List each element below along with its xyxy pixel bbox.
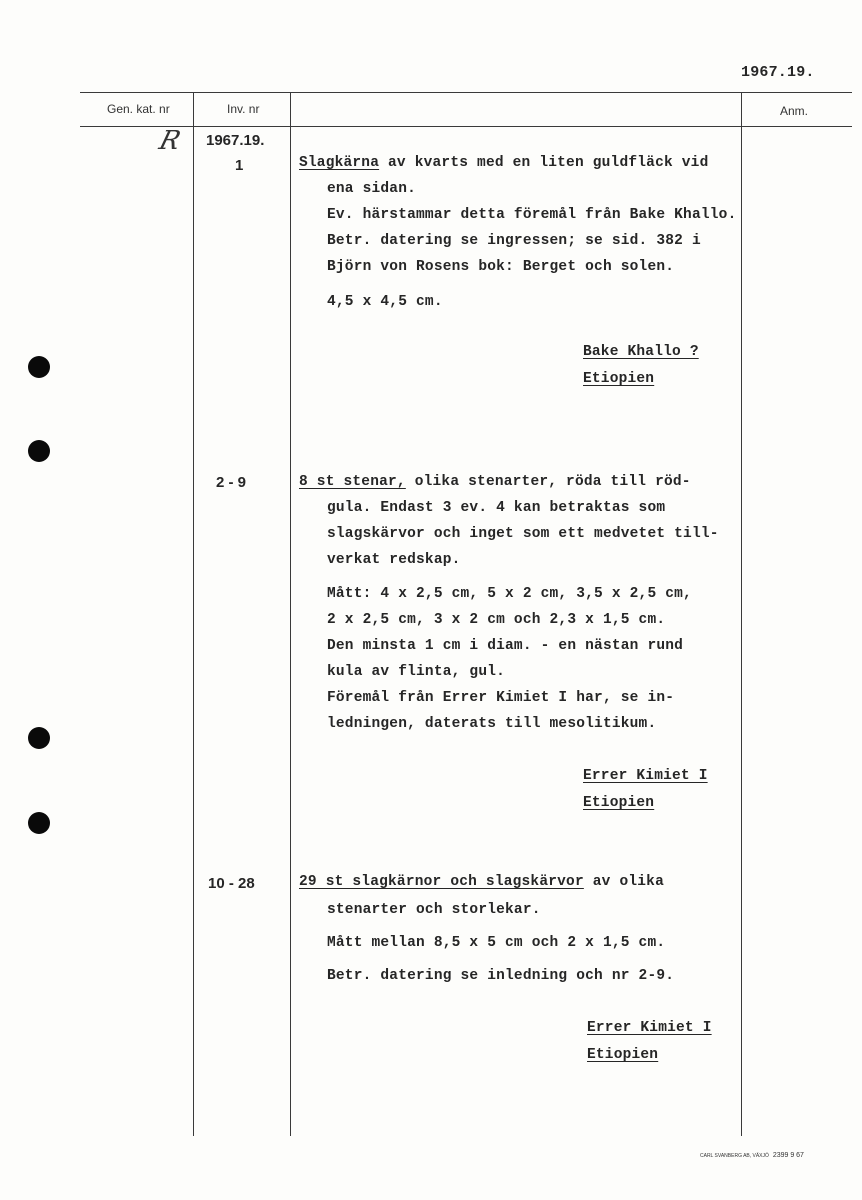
entry-2-first-line	[299, 474, 691, 490]
entry-3-title: 29 st slagkärnor och slagskärvor	[299, 874, 584, 890]
footer-printer: CARL SVANBERG AB, VÄXJÖ	[700, 1153, 769, 1159]
column-rule-1	[193, 92, 194, 1136]
entry-2-line: 2 x 2,5 cm, 3 x 2 cm och 2,3 x 1,5 cm.	[327, 612, 666, 628]
entry-2-line: Föremål från Errer Kimiet I har, se in-	[327, 690, 675, 706]
entry-2-line: verkat redskap.	[327, 552, 461, 568]
entry-2-line: gula. Endast 3 ev. 4 kan betraktas som	[327, 500, 666, 516]
entry-2-line: Den minsta 1 cm i diam. - en nästan rund	[327, 638, 684, 654]
entry-1-country: Etiopien	[583, 371, 655, 387]
entry-2-place: Errer Kimiet I	[583, 768, 708, 784]
entry-1-line: Betr. datering se ingressen; se sid. 382 i	[327, 233, 701, 249]
entry-2-title: 8 st stenar,	[299, 474, 406, 490]
footer-print-mark	[700, 1152, 804, 1159]
entry-3-place: Errer Kimiet I	[587, 1020, 712, 1036]
gen-kat-mark: R	[155, 126, 184, 156]
punch-hole	[28, 440, 50, 462]
entry-3-inv: 10 - 28	[208, 875, 255, 892]
punch-hole	[28, 727, 50, 749]
entry-1-line: Ev. härstammar detta föremål från Bake Khallo.	[327, 207, 737, 223]
document-number: 1967.19.	[741, 64, 815, 81]
punch-hole	[28, 356, 50, 378]
entry-2-line: kula av flinta, gul.	[327, 664, 506, 680]
entry-2-country: Etiopien	[583, 795, 655, 811]
entry-1-line: Björn von Rosens bok: Berget och solen.	[327, 259, 675, 275]
entry-3-first-line	[299, 874, 664, 890]
entry-1-line: 4,5 x 4,5 cm.	[327, 294, 443, 310]
header-anm: Anm.	[780, 104, 809, 118]
entry-1-inv: 1	[235, 157, 244, 174]
column-rule-3	[741, 92, 742, 1136]
entry-3-line: Betr. datering se inledning och nr 2-9.	[327, 968, 675, 984]
entry-2-line: slagskärvor och inget som ett medvetet till-	[327, 526, 719, 542]
entry-1-line: ena sidan.	[327, 181, 417, 197]
header-inv: Inv. nr	[227, 102, 260, 116]
entry-2-inv: 2 - 9	[216, 474, 247, 491]
entry-3-line: Mått mellan 8,5 x 5 cm och 2 x 1,5 cm.	[327, 935, 666, 951]
entry-2-line: Mått: 4 x 2,5 cm, 5 x 2 cm, 3,5 x 2,5 cm,	[327, 586, 692, 602]
entry-2-line: ledningen, daterats till mesolitikum.	[327, 716, 657, 732]
entry-2-first-line-rest: olika stenarter, röda till röd-	[405, 474, 691, 490]
entry-3-country: Etiopien	[587, 1047, 659, 1063]
punch-hole	[28, 812, 50, 834]
entry-1-first-line-rest: av kvarts med en liten guldfläck vid	[379, 155, 709, 171]
accession-label: 1967.19.	[206, 132, 265, 149]
column-rule-2	[290, 92, 291, 1136]
header-gen-kat: Gen. kat. nr	[107, 102, 170, 116]
entry-1-first-line	[299, 155, 708, 171]
entry-1-place: Bake Khallo ?	[583, 344, 699, 360]
entry-1-title: Slagkärna	[299, 155, 380, 171]
footer-form-code: 2399 9 67	[772, 1152, 804, 1159]
entry-3-line: stenarter och storlekar.	[327, 902, 541, 918]
header-bottom-rule	[80, 126, 852, 127]
header-top-rule	[80, 92, 852, 93]
entry-3-first-line-rest: av olika	[583, 874, 664, 890]
